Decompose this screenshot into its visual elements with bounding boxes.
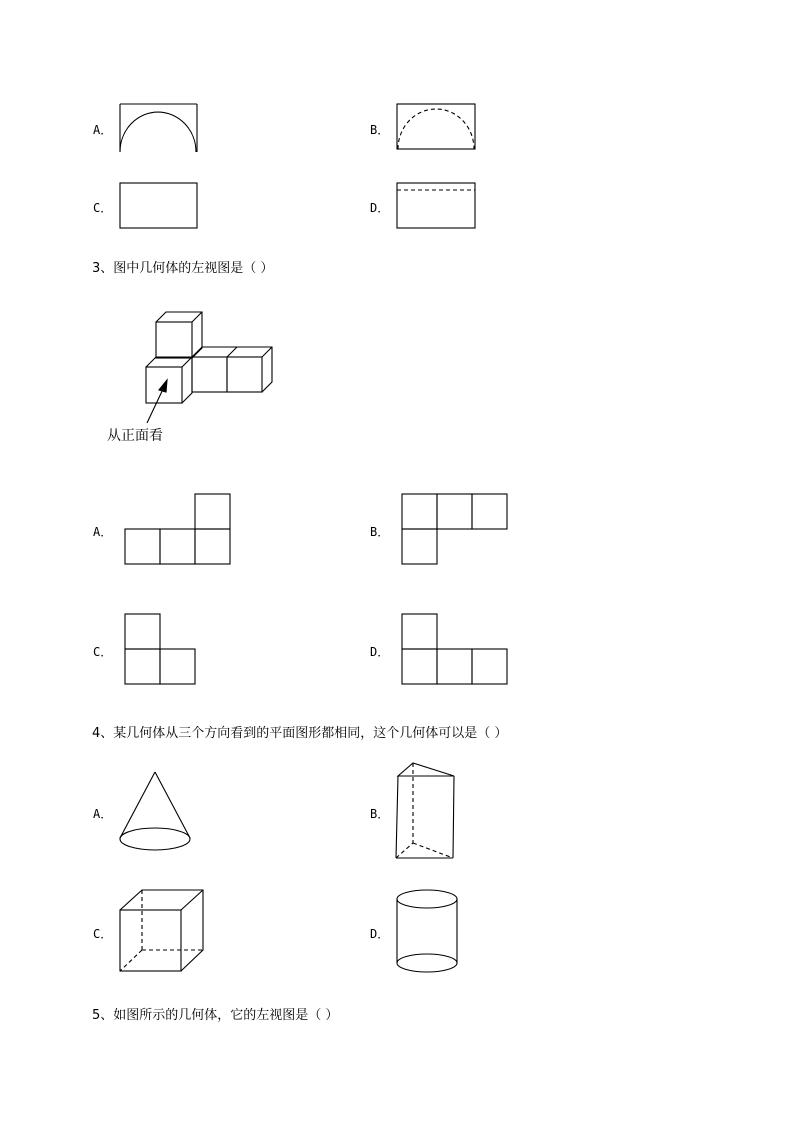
- q2-option-a-label[interactable]: A．: [93, 123, 113, 137]
- q2-option-d-label[interactable]: D．: [370, 201, 390, 215]
- question-5: [92, 1004, 338, 1023]
- question-5-number: 5、: [92, 1008, 114, 1023]
- q3-option-d-label[interactable]: D．: [370, 645, 390, 659]
- question-5-text: 如图所示的几何体，它的左视图是（ ）: [113, 1008, 339, 1023]
- q4-option-c-label[interactable]: C．: [93, 927, 113, 941]
- q4-option-a-label[interactable]: A．: [93, 807, 113, 821]
- figure-label-front-view: 从正面看: [107, 428, 163, 444]
- q4-option-d-label[interactable]: D．: [370, 927, 390, 941]
- question-3-number: 3、: [92, 261, 114, 276]
- question-4-text: 某几何体从三个方向看到的平面图形都相同，这个几何体可以是（ ）: [113, 726, 508, 741]
- q3-option-a-label[interactable]: A．: [93, 525, 113, 539]
- q3-option-c-label[interactable]: C．: [93, 645, 113, 659]
- question-4-number: 4、: [92, 726, 114, 741]
- q2-option-b-label[interactable]: B．: [370, 123, 390, 137]
- question-3-text: 图中几何体的左视图是（ ）: [113, 261, 274, 276]
- q4-option-b-label[interactable]: B．: [370, 807, 390, 821]
- q2-option-c-label[interactable]: C．: [93, 201, 113, 215]
- q3-option-b-label[interactable]: B．: [370, 525, 390, 539]
